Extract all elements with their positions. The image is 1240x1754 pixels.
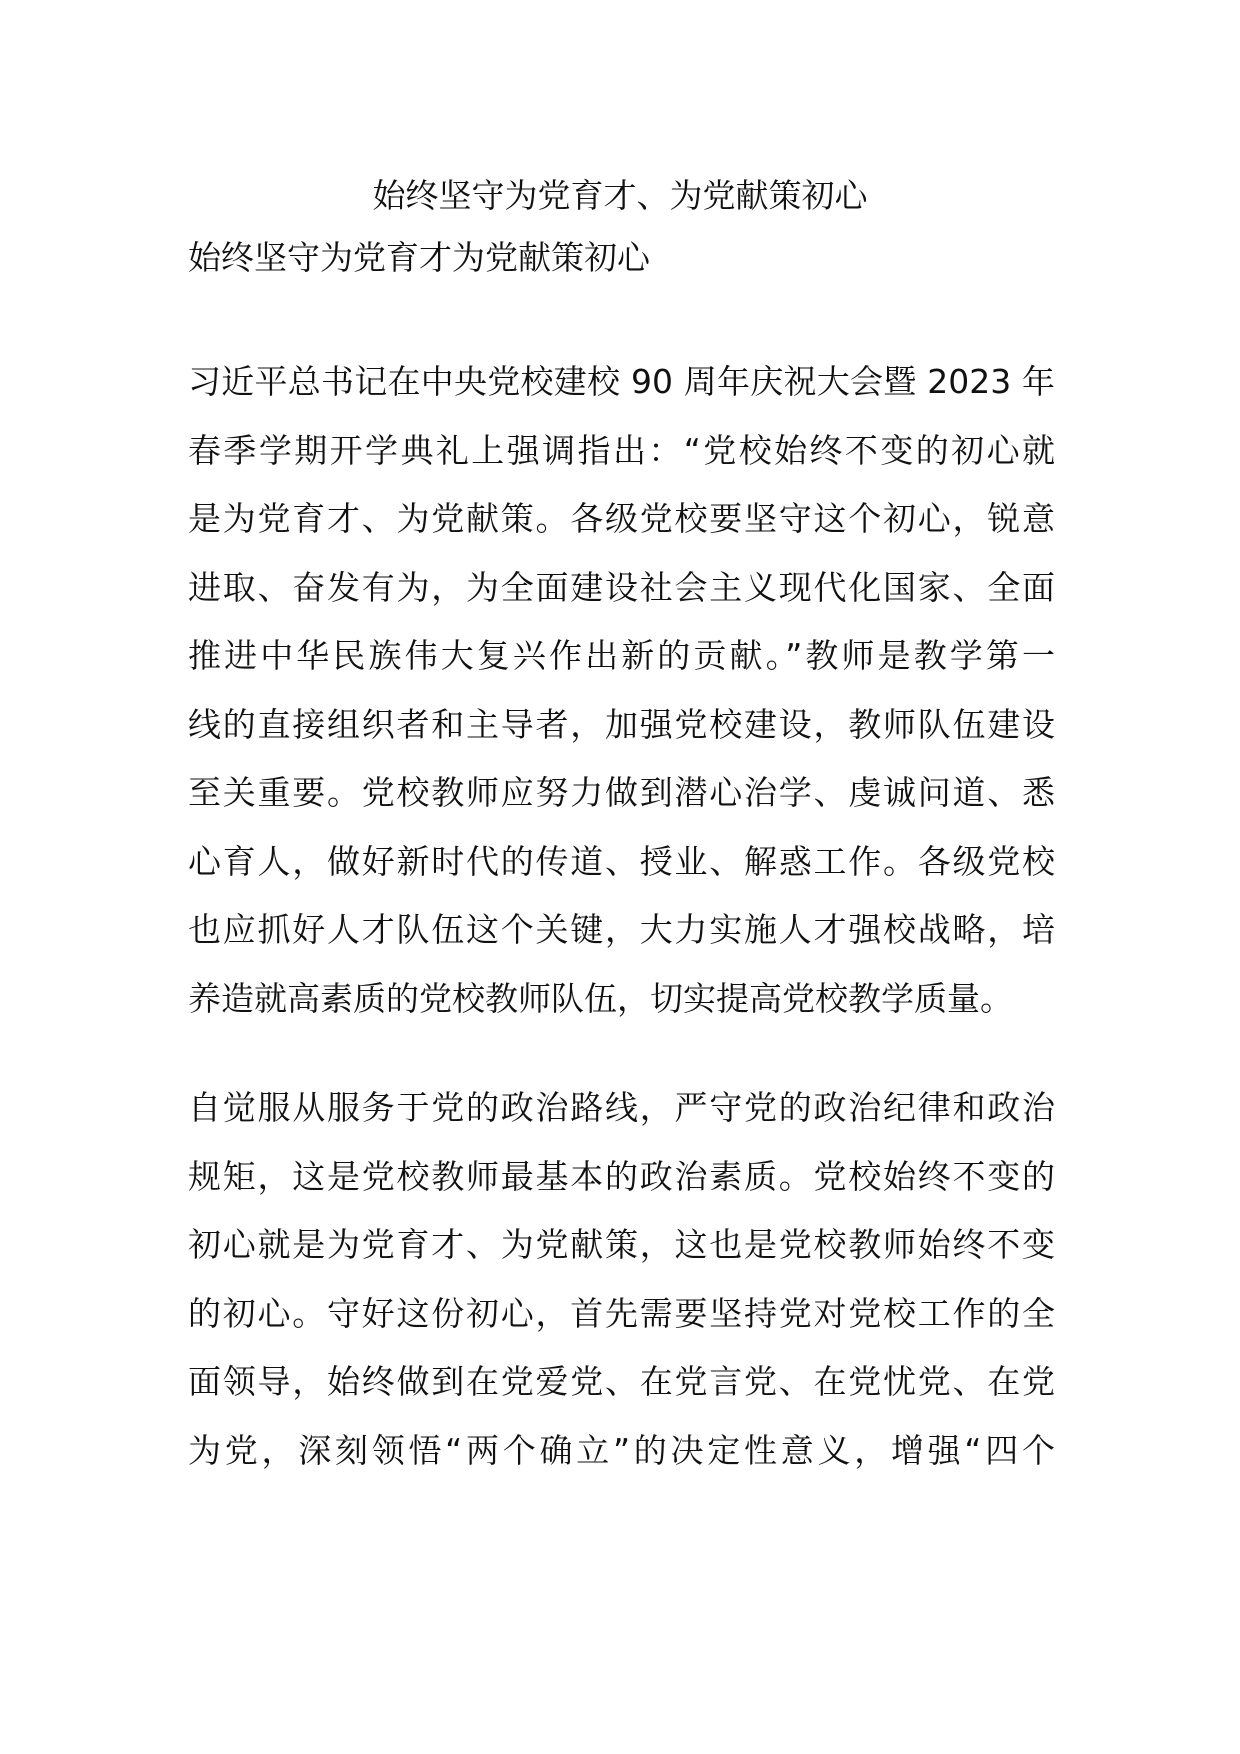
document-subtitle: 始终坚守为党育才为党献策初心 xyxy=(188,238,650,277)
paragraph-2-line-2: 规矩，这是党校教师最基本的政治素质。党校始终不变的 xyxy=(188,1157,1055,1196)
document-title: 始终坚守为党育才、为党献策初心 xyxy=(372,176,868,215)
paragraph-1-line-6: 线的直接组织者和主导者，加强党校建设，教师队伍建设 xyxy=(188,705,1055,744)
paragraph-2-line-1: 自觉服从服务于党的政治路线，严守党的政治纪律和政治 xyxy=(188,1088,1055,1127)
paragraph-1-line-2: 春季学期开学典礼上强调指出：“党校始终不变的初心就 xyxy=(188,431,1055,470)
paragraph-1-line-10: 养造就高素质的党校教师队伍，切实提高党校教学质量。 xyxy=(188,979,1013,1018)
paragraph-2-line-3: 初心就是为党育才、为党献策，这也是党校教师始终不变 xyxy=(188,1225,1055,1264)
paragraph-1-line-3: 是为党育才、为党献策。各级党校要坚守这个初心，锐意 xyxy=(188,499,1055,538)
paragraph-1-line-5: 推进中华民族伟大复兴作出新的贡献。”教师是教学第一 xyxy=(188,636,1055,675)
paragraph-1-line-8: 心育人，做好新时代的传道、授业、解惑工作。各级党校 xyxy=(188,842,1055,881)
paragraph-2-line-6: 为党，深刻领悟“两个确立”的决定性意义，增强“四个 xyxy=(188,1431,1055,1470)
paragraph-1-line-1: 习近平总书记在中央党校建校 90 周年庆祝大会暨 2023 年 xyxy=(188,362,1055,401)
paragraph-2-line-5: 面领导，始终做到在党爱党、在党言党、在党忧党、在党 xyxy=(188,1362,1055,1401)
paragraph-1-line-7: 至关重要。党校教师应努力做到潜心治学、虔诚问道、悉 xyxy=(188,773,1055,812)
paragraph-2-line-4: 的初心。守好这份初心，首先需要坚持党对党校工作的全 xyxy=(188,1294,1055,1333)
paragraph-1-line-9: 也应抓好人才队伍这个关键，大力实施人才强校战略，培 xyxy=(188,910,1055,949)
paragraph-1-line-4: 进取、奋发有为，为全面建设社会主义现代化国家、全面 xyxy=(188,568,1055,607)
